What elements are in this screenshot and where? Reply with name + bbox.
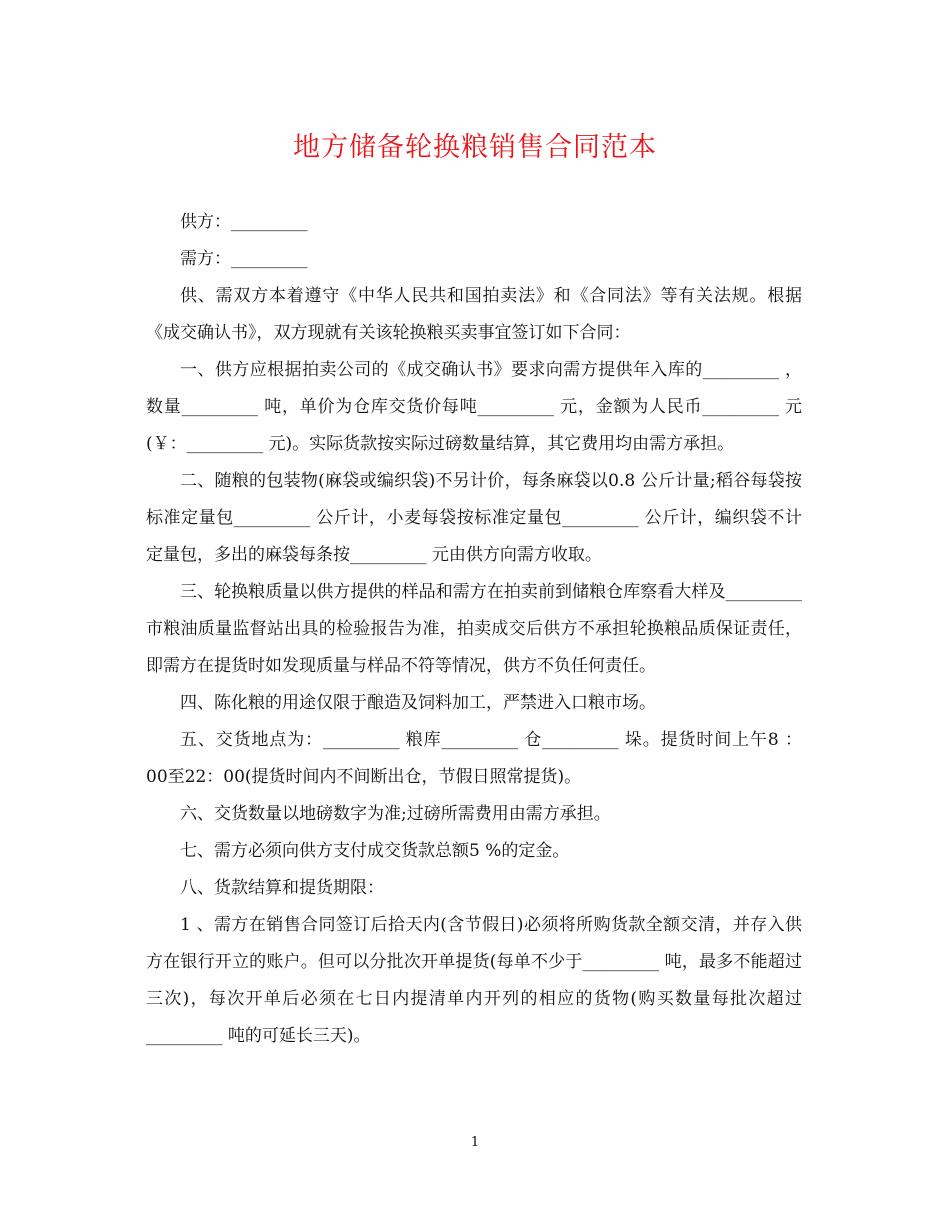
page-number: 1 (470, 1135, 480, 1150)
clause-3-paragraph: 三、轮换粮质量以供方提供的样品和需方在拍卖前到储粮仓库察看大样及_________ 市粮油质量监督站出具的检验报告为准，拍卖成交后供方不承担轮换粮品质保证责任，即需方在提货时如发现质量与样品不符等情况，供方不负任何责任。 (146, 582, 802, 676)
clause-5-paragraph: 五、交货地点为：_________ 粮库_________ 仓_________ 垛。提货时间上午8 ：00至22：00(提货时间内不间断出仓，节假日照常提货)。 (146, 730, 802, 787)
clause-6-paragraph: 六、交货数量以地磅数字为准;过磅所需费用由需方承担。 (180, 804, 611, 824)
clause-7-paragraph: 七、需方必须向供方支付成交货款总额5 %的定金。 (180, 841, 570, 861)
clause-1-paragraph: 一、供方应根据拍卖公司的《成交确认书》要求向需方提供年入库的_________ ，数量_________ 吨，单价为仓库交货价每吨_________ 元，金额为人民币_________ 元(￥：_________ 元)。实际货款按实际过磅数量结算，其它费用均由需方承担。 (146, 360, 802, 454)
clause-2-paragraph: 二、随粮的包装物(麻袋或编织袋)不另计价，每条麻袋以0.8 公斤计量;稻谷每袋按标准定量包_________ 公斤计，小麦每袋按标准定量包_________ 公斤计，编织袋不计定量包，多出的麻袋每条按_________ 元由供方向需方收取。 (146, 471, 802, 565)
clause-8-item-1-paragraph: 1 、需方在销售合同签订后拾天内(含节假日)必须将所购货款全额交清，并存入供方在银行开立的账户。但可以分批次开单提货(每单不少于_________ 吨，最多不能超过三次)，每次开单后必须在七日内提清单内开列的相应的货物(购买数量每批次超过_________ 吨的可延长三天)。 (146, 915, 802, 1046)
buyer-line: 需方：_________ (180, 249, 308, 269)
contract-body (146, 204, 802, 1055)
clause-4-paragraph: 四、陈化粮的用途仅限于酿造及饲料加工，严禁进入口粮市场。 (180, 693, 656, 713)
supplier-line: 供方：_________ (180, 212, 308, 232)
clause-8-heading: 八、货款结算和提货期限： (180, 878, 384, 898)
preamble-paragraph: 供、需双方本着遵守《中华人民共和国拍卖法》和《合同法》等有关法规。根据《成交确认书》，双方现就有关该轮换粮买卖事宜签订如下合同： (146, 286, 802, 343)
document-title: 地方储备轮换粮销售合同范本 (293, 132, 657, 163)
